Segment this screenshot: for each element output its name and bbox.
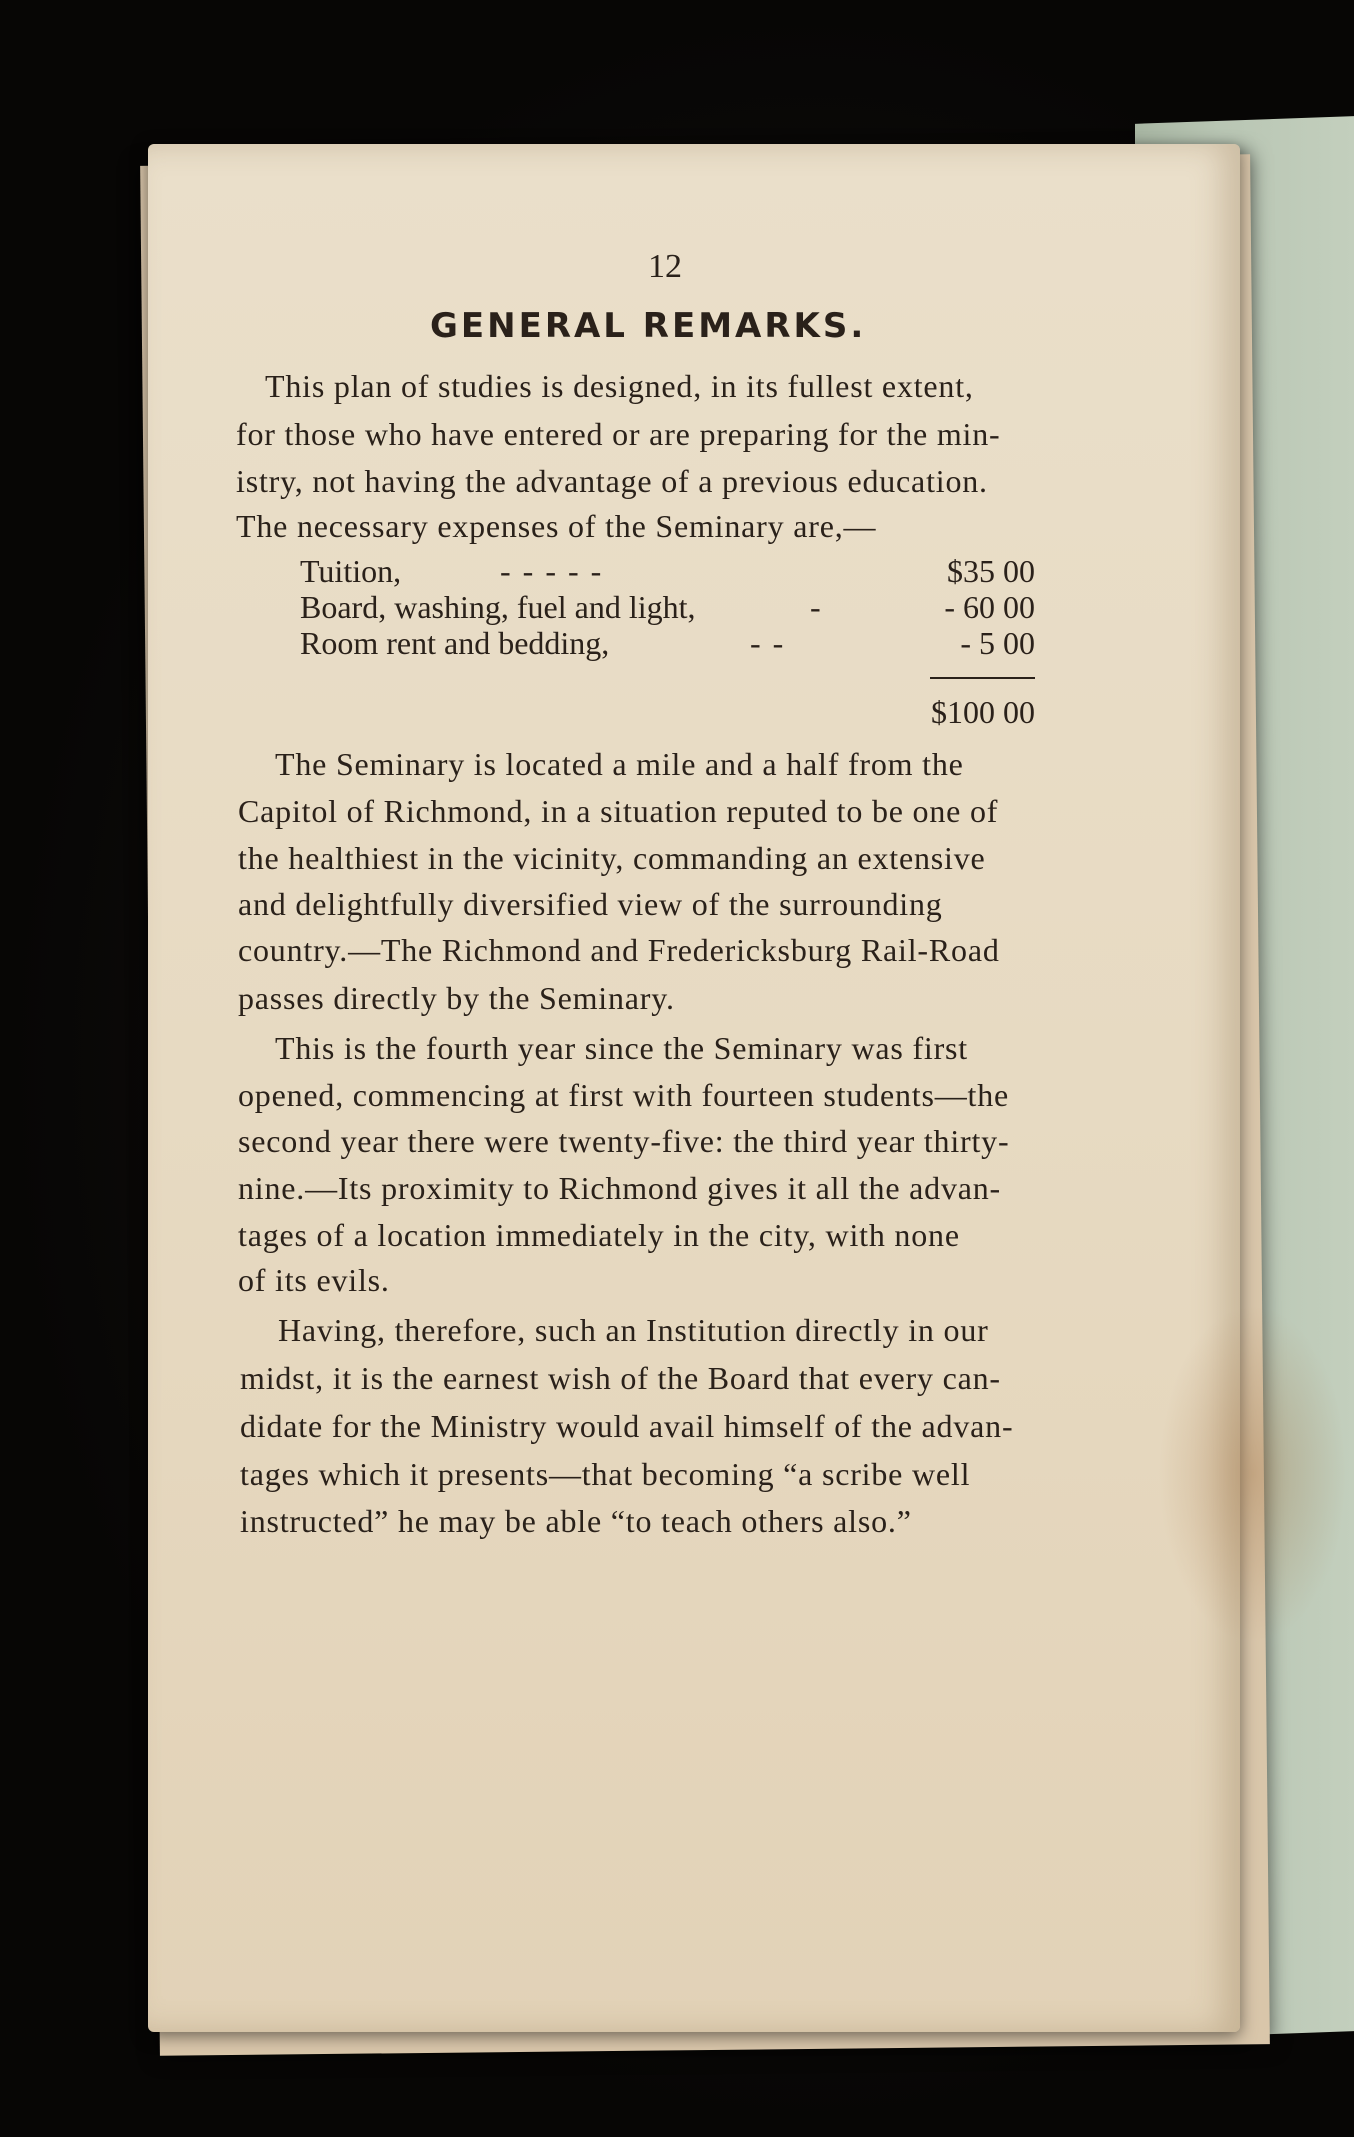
section-heading: GENERAL REMARKS. — [430, 306, 867, 346]
text-line: istry, not having the advantage of a previous education. — [236, 463, 988, 499]
text-line: country.—The Richmond and Fredericksburg Rail-Road — [238, 932, 1000, 968]
expense-total: $100 00 — [931, 694, 1035, 730]
text-line: and delightfully diversified view of the surrounding — [238, 886, 943, 922]
text-line: the healthiest in the vicinity, commanding an extensive — [238, 840, 986, 876]
expense-label: Tuition, — [300, 553, 402, 589]
expense-amount: - 60 00 — [944, 589, 1035, 625]
text-line: tages which it presents—that becoming “a scribe well — [240, 1456, 971, 1492]
text-line: instructed” he may be able “to teach others also.” — [240, 1503, 912, 1539]
text-line: second year there were twenty-five: the third year thirty- — [238, 1123, 1010, 1159]
expense-amount: $35 00 — [947, 553, 1035, 589]
expense-amount: - 5 00 — [960, 625, 1035, 661]
total-rule — [930, 677, 1035, 679]
text-line: The Seminary is located a mile and a half from the — [275, 746, 964, 782]
expense-leader-dots: - - - - - — [500, 553, 604, 589]
text-line: nine.—Its proximity to Richmond gives it all the advan- — [238, 1170, 1001, 1206]
expense-leader-dots: - - — [750, 625, 786, 661]
expense-leader-dots: - — [810, 589, 821, 625]
expense-label: Room rent and bedding, — [300, 625, 610, 661]
page-number: 12 — [648, 248, 682, 285]
text-line: Having, therefore, such an Institution directly in our — [278, 1312, 989, 1348]
expense-label: Board, washing, fuel and light, — [300, 589, 696, 625]
text-line: midst, it is the earnest wish of the Board that every can- — [240, 1360, 1001, 1396]
page-stain — [1158, 1304, 1348, 1644]
text-line: tages of a location immediately in the city, with none — [238, 1217, 960, 1253]
text-line: This is the fourth year since the Seminary was first — [275, 1030, 968, 1066]
text-line: didate for the Ministry would avail himself of the advan- — [240, 1408, 1014, 1444]
text-line: for those who have entered or are preparing for the min- — [236, 416, 1001, 452]
text-line: The necessary expenses of the Seminary are,— — [236, 508, 877, 544]
text-line: opened, commencing at first with fourteen students—the — [238, 1077, 1010, 1113]
text-line: of its evils. — [238, 1262, 390, 1298]
text-line: Capitol of Richmond, in a situation reputed to be one of — [238, 793, 999, 829]
text-line: This plan of studies is designed, in its fullest extent, — [265, 368, 974, 404]
text-line: passes directly by the Seminary. — [238, 980, 675, 1016]
